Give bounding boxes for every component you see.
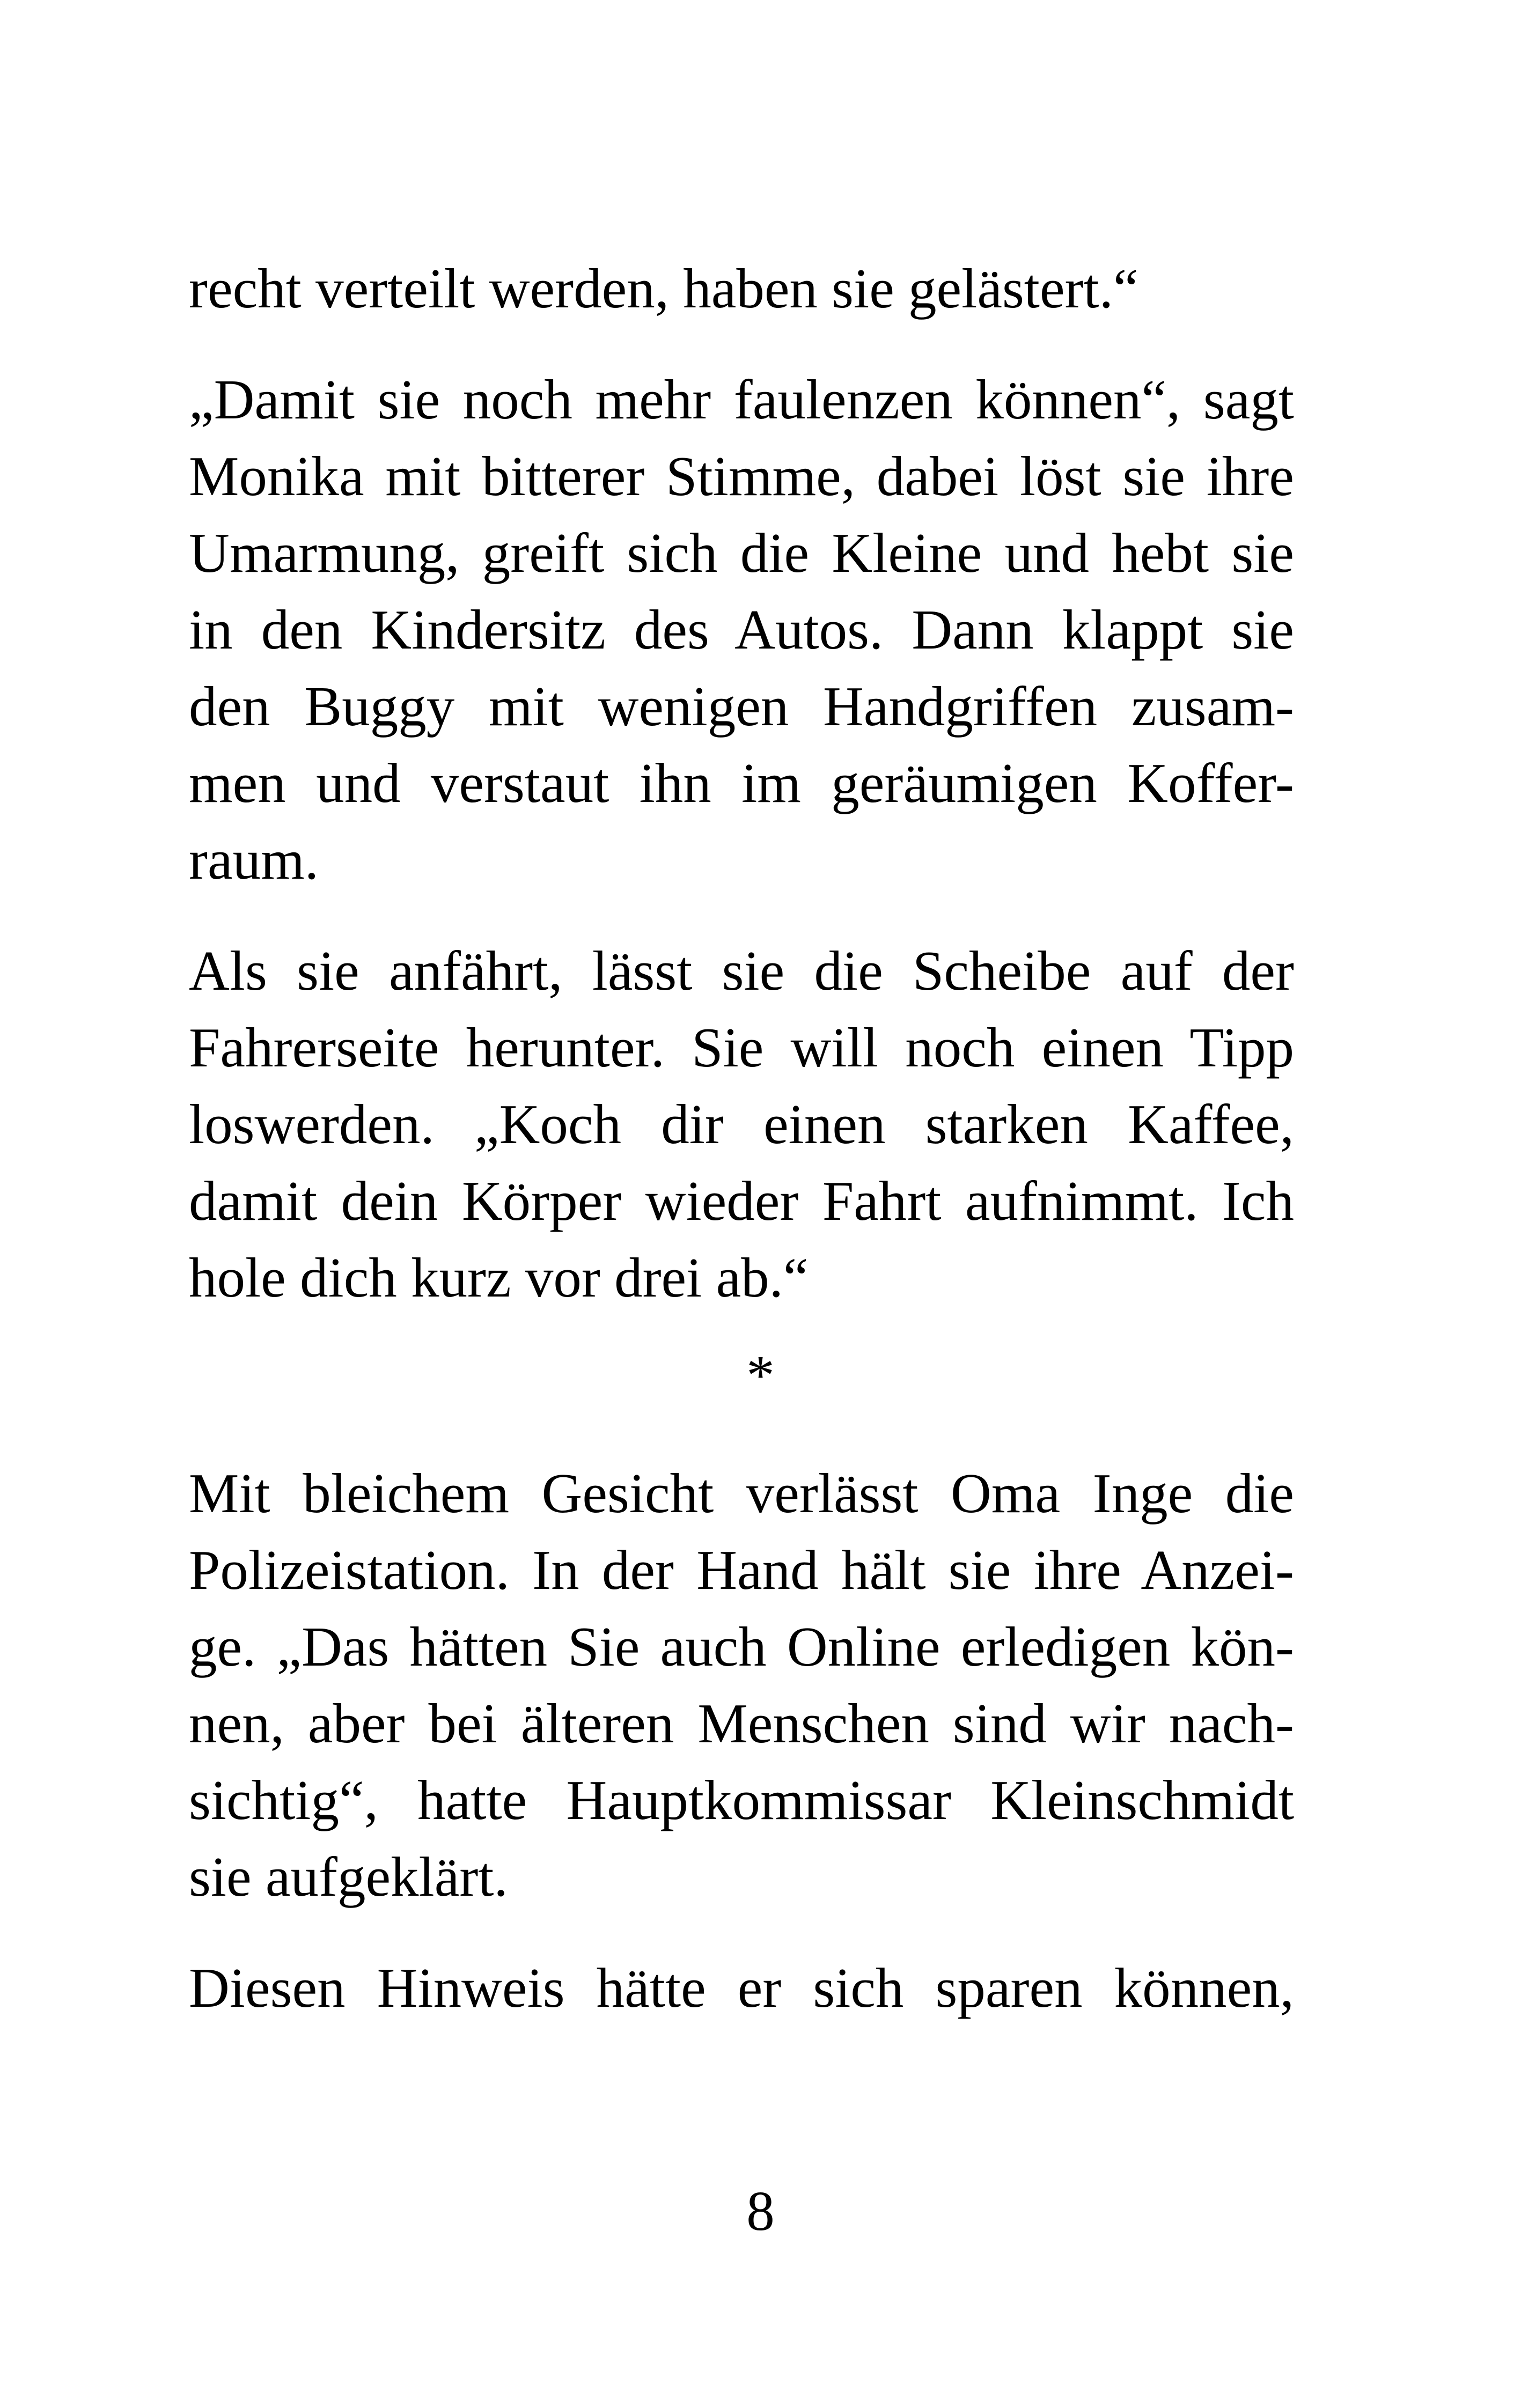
text-line: Mit bleichem Gesicht verlässt Oma Inge die	[189, 1462, 1294, 1525]
paragraph	[189, 1455, 1294, 1915]
text-line: Fahrerseite herunter. Sie will noch einen Tipp	[189, 1016, 1294, 1079]
page-number: 8	[746, 2179, 775, 2242]
paragraph	[189, 361, 1294, 898]
text-line: loswerden. „Koch dir einen starken Kaffee,	[189, 1093, 1294, 1155]
text-line: ge. „Das hätten Sie auch Online erledigen kön-	[189, 1615, 1294, 1678]
text-line: Monika mit bitterer Stimme, dabei löst sie ihre	[189, 445, 1294, 507]
paragraph	[189, 932, 1294, 1316]
section-separator: *	[746, 1344, 775, 1406]
text-line: Diesen Hinweis hätte er sich sparen können,	[189, 1956, 1294, 2019]
text-line: Umarmung, greift sich die Kleine und hebt sie	[189, 521, 1294, 584]
text-line: damit dein Körper wieder Fahrt aufnimmt. Ich	[189, 1169, 1294, 1232]
text-line: hole dich kurz vor drei ab.“	[189, 1246, 809, 1309]
text-line: Polizeistation. In der Hand hält sie ihre Anzei-	[189, 1538, 1294, 1601]
text-line: nen, aber bei älteren Menschen sind wir nach-	[189, 1692, 1294, 1755]
text-line: sie aufgeklärt.	[189, 1845, 508, 1908]
text-line: raum.	[189, 828, 319, 891]
text-line: den Buggy mit wenigen Handgriffen zusam-	[189, 675, 1294, 738]
text-line: sichtig“, hatte Hauptkommissar Kleinschmidt	[189, 1769, 1294, 1831]
paragraph	[189, 1949, 1294, 2026]
text-block-bottom	[189, 1455, 1294, 2026]
text-line: recht verteilt werden, haben sie gelästert.“	[189, 257, 1138, 320]
text-line: men und verstaut ihn im geräumigen Koffer-	[189, 752, 1294, 814]
paragraph	[189, 250, 1294, 327]
text-line: „Damit sie noch mehr faulenzen können“, sagt	[189, 368, 1294, 431]
text-line: Als sie anfährt, lässt sie die Scheibe auf der	[189, 939, 1294, 1002]
text-line: in den Kindersitz des Autos. Dann klappt sie	[189, 598, 1294, 661]
text-block-top	[189, 250, 1294, 1316]
